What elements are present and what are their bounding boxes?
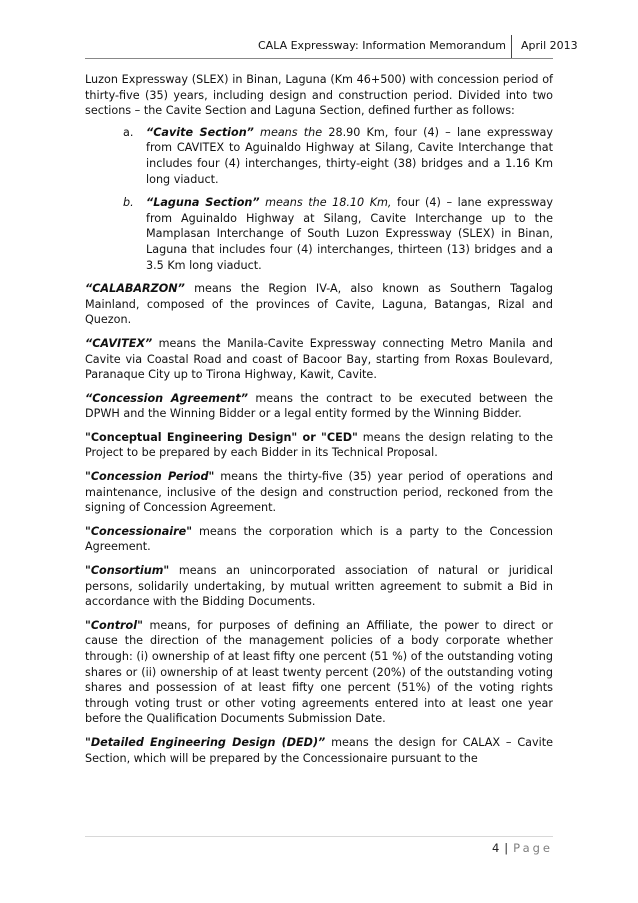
subitem-laguna-section <box>85 195 553 273</box>
definition-term: "Control" <box>85 618 143 632</box>
definition-term: “CALABARZON” <box>85 282 185 296</box>
definition-term: "Concession Period" <box>85 470 215 484</box>
definition-means: means the 18.10 Km, <box>265 196 392 210</box>
page-label: Page <box>513 841 553 855</box>
definition-term: "Concessionaire" <box>85 524 193 538</box>
definition-term: “Concession Agreement” <box>85 391 248 405</box>
definition-term: “Laguna Section” <box>146 196 260 210</box>
definition-term: “CAVITEX” <box>85 336 153 350</box>
definition-consortium <box>85 563 553 610</box>
definition-control <box>85 618 553 727</box>
intro-paragraph: Luzon Expressway (SLEX) in Binan, Laguna (Km 46+500) with concession period of thirty-five (35) years, including design and construction period. Divided into two sections – the Cavite Section and Laguna Section, defined further as follows: <box>85 73 553 118</box>
footer-separator: | <box>504 841 509 855</box>
page-header <box>0 35 638 57</box>
definition-concession-period <box>85 469 553 516</box>
definition-detailed-engineering-design <box>85 735 553 766</box>
subitem-marker: b. <box>123 196 134 210</box>
definition-conceptual-engineering-design <box>85 430 553 461</box>
definition-concession-agreement <box>85 391 553 422</box>
footer-rule <box>85 836 553 837</box>
definition-text: means the contract to be executed between the DPWH and the Winning Bidder or a legal entity formed by the Winning Bidder. <box>85 391 554 421</box>
definition-text: means an unincorporated association of natural or juridical persons, solidarily undertaking, by mutual written agreement to submit a Bid in accordance with the Bidding Documents. <box>85 564 553 609</box>
definition-means: means the <box>260 125 323 139</box>
definition-text: means the design for CALAX – Cavite Section, which will be prepared by the Concessionaire pursuant to the <box>85 735 553 765</box>
definition-text: means the Manila-Cavite Expressway connecting Metro Manila and Cavite via Coastal Road and coast of Bacoor Bay, starting from Roxas Boulevard, Paranaque City up to Tirona Highway, Kawit, Cavite. <box>85 336 554 382</box>
definition-calabarzon <box>85 281 553 328</box>
subitem-body <box>146 195 553 273</box>
subitem-cavite-section <box>85 125 553 187</box>
definition-term: "Detailed Engineering Design (DED)” <box>85 735 326 749</box>
header-divider <box>511 35 512 59</box>
definition-text: four (4) – lane expressway from Aguinaldo Highway at Silang, Cavite Interchange up to the Mamplasan Interchange of South Luzon Expressway (SLEX) in Binan, Laguna that includes four (4) interchanges, thirteen (13) bridges and a 3.5 Km long viaduct. <box>146 196 553 272</box>
definition-term: "Consortium" <box>85 564 170 578</box>
definition-term: "Conceptual Engineering Design" or "CED" <box>85 430 358 444</box>
definition-cavitex <box>85 336 553 383</box>
document-date: April 2013 <box>521 39 578 52</box>
header-rule <box>85 58 553 59</box>
definition-text: means the corporation which is a party to the Concession Agreement. <box>85 524 553 554</box>
definition-text: means, for purposes of defining an Affiliate, the power to direct or cause the direction of the management policies of a body corporate whether through: (i) ownership of at least fifty one percent (51 %) of the outstanding voting shares or (ii) ownership of at least twenty percent (20%) of the outstanding voting shares and possession of at least fifty one percent (51%) of the voting rights through voting trust or other voting agreements entered into at least one year before the Qualification Documents Submission Date. <box>85 618 553 726</box>
definition-concessionaire <box>85 524 553 555</box>
page-number: 4 <box>491 841 500 855</box>
subitem-marker: a. <box>123 125 134 139</box>
document-body <box>85 72 553 774</box>
definition-text: means the Region IV-A, also known as Southern Tagalog Mainland, composed of the provinces of Cavite, Laguna, Batangas, Rizal and Quezon. <box>85 282 553 327</box>
definition-text: means the thirty-five (35) year period of operations and maintenance, inclusive of the design and construction period, reckoned from the signing of Concession Agreement. <box>85 470 553 515</box>
page-footer <box>492 841 553 855</box>
subitem-body <box>146 125 553 187</box>
document-title: CALA Expressway: Information Memorandum <box>258 39 506 52</box>
definition-text: means the design relating to the Project to be prepared by each Bidder in its Technical Proposal. <box>85 430 553 460</box>
definition-text: 28.90 Km, four (4) – lane expressway from CAVITEX to Aguinaldo Highway at Silang, Cavite Interchange that includes four (4) interchanges, thirty-eight (38) bridges and a 1.16 Km long viaduct. <box>146 125 553 186</box>
definition-term: “Cavite Section” <box>146 125 254 139</box>
